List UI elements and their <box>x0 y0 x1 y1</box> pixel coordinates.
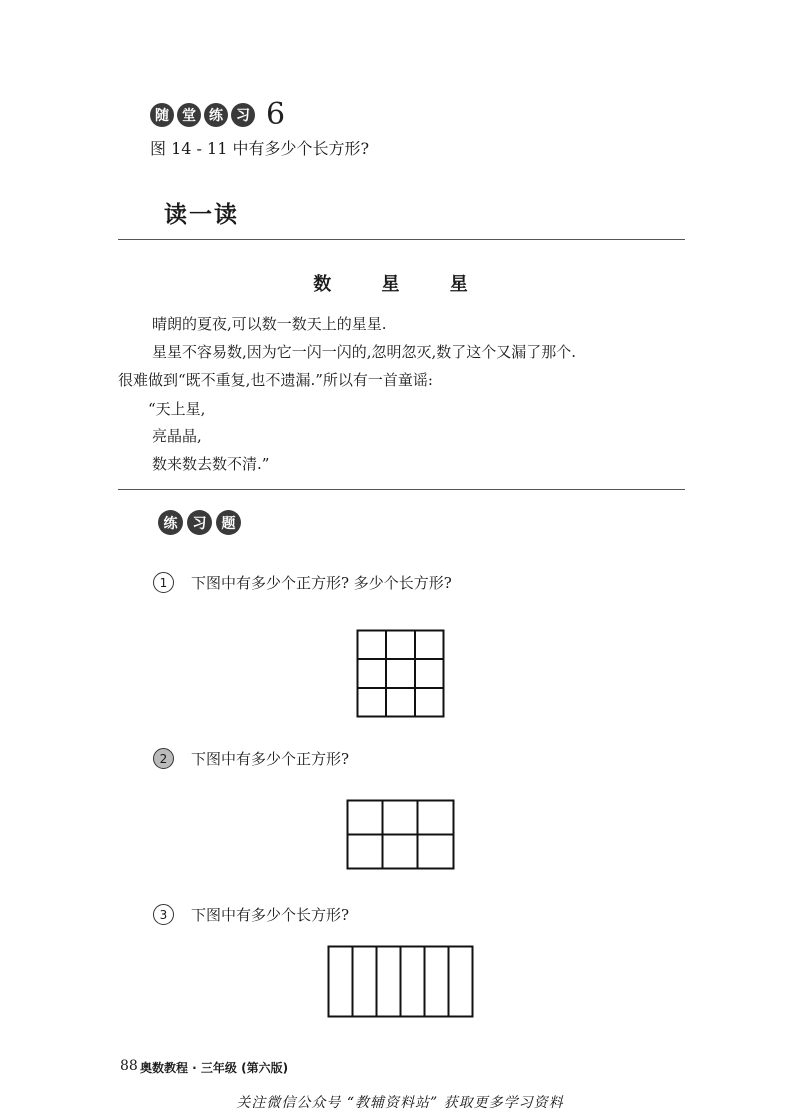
story-line: 星星不容易数,因为它一闪一闪的,忽明忽灭,数了这个又漏了那个. <box>152 343 577 361</box>
divider-top <box>118 239 685 240</box>
question-number: 3 <box>153 904 174 925</box>
practice-number: 6 <box>266 97 286 132</box>
book-title: 奥数教程 · 三年级 (第六版) <box>140 1061 289 1075</box>
exercise-badge-char: 练 <box>158 510 183 535</box>
practice-question: 图 14 - 11 中有多少个长方形? <box>150 139 370 158</box>
exercise-badge-char: 习 <box>187 510 212 535</box>
two-by-three-grid-figure <box>346 799 456 871</box>
divider-bottom <box>118 489 685 490</box>
practice-badge-char: 随 <box>150 103 174 127</box>
question-number: 2 <box>153 748 174 769</box>
story-line: 晴朗的夏夜,可以数一数天上的星星. <box>152 315 387 333</box>
exercise-badge <box>158 510 245 535</box>
question-text: 下图中有多少个正方形? <box>191 750 350 768</box>
practice-badge <box>150 97 286 132</box>
question-number: 1 <box>153 572 174 593</box>
exercise-badge-char: 题 <box>216 510 241 535</box>
watermark-text: 关注微信公众号 “教辅资料站” 获取更多学习资料 <box>236 1095 564 1111</box>
story-title: 数 星 星 <box>313 274 490 295</box>
three-by-three-grid-figure <box>356 629 446 719</box>
story-line: 很难做到“既不重复,也不遗漏.”所以有一首童谣: <box>118 371 433 389</box>
rhyme-line: 亮晶晶, <box>152 427 202 445</box>
section-title: 读一读 <box>164 202 239 228</box>
page-number: 88 <box>120 1058 138 1074</box>
rhyme-line: “天上星, <box>148 400 206 418</box>
practice-badge-char: 习 <box>231 103 255 127</box>
practice-badge-char: 练 <box>204 103 228 127</box>
rhyme-line: 数来数去数不清.” <box>152 455 270 473</box>
six-column-strips-figure <box>327 945 475 1019</box>
question-text: 下图中有多少个正方形? 多少个长方形? <box>191 574 452 592</box>
practice-badge-char: 堂 <box>177 103 201 127</box>
question-text: 下图中有多少个长方形? <box>191 906 350 924</box>
